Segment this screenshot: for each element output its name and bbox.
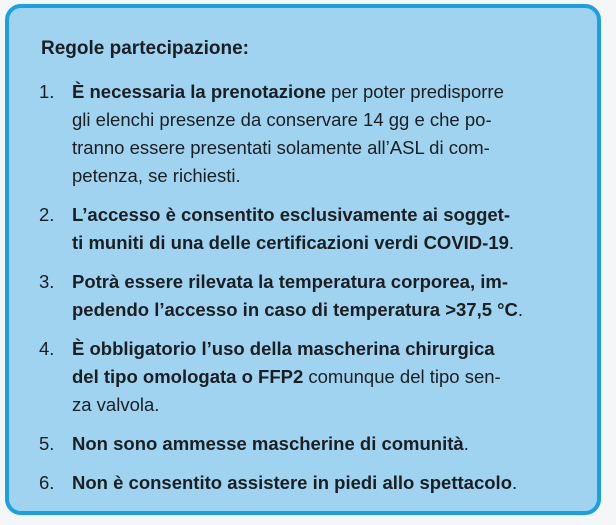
rule-item [39, 201, 594, 257]
rule-item [39, 78, 594, 190]
rule-line: Potrà essere rilevata la temperatura corporea, im- [72, 271, 508, 292]
rule-line: del tipo omologata o FFP2 comunque del tipo sen- [72, 366, 501, 387]
rule-line: pedendo l’accesso in caso di temperatura >37,5 °C. [72, 299, 524, 320]
rule-item [39, 469, 594, 497]
rule-line: Non è consentito assistere in piedi allo spettacolo. [72, 472, 518, 493]
rule-number: 3. [39, 271, 55, 292]
rules-title: Regole partecipazione: [41, 38, 249, 59]
rule-line: petenza, se richiesti. [72, 165, 241, 186]
rule-number: 4. [39, 338, 55, 359]
rules-panel [5, 4, 601, 515]
rule-item [39, 335, 594, 419]
rule-line: Non sono ammesse mascherine di comunità. [72, 433, 469, 454]
rules-list [39, 78, 594, 508]
rule-item [39, 430, 594, 458]
rule-item [39, 268, 594, 324]
rule-number: 2. [39, 204, 55, 225]
rule-line: ti muniti di una delle certificazioni verdi COVID-19. [72, 232, 515, 253]
rule-line: gli elenchi presenze da conservare 14 gg e che po- [72, 109, 492, 130]
rule-number: 5. [39, 433, 55, 454]
rule-line: È obbligatorio l’uso della mascherina chirurgica [72, 338, 495, 359]
rule-line: È necessaria la prenotazione per poter predisporre [72, 81, 504, 102]
rule-number: 6. [39, 472, 55, 493]
rule-line: L’accesso è consentito esclusivamente ai sogget- [72, 204, 511, 225]
rule-line: za valvola. [72, 394, 160, 415]
rule-number: 1. [39, 81, 55, 102]
rule-line: tranno essere presentati solamente all’ASL di com- [72, 137, 490, 158]
